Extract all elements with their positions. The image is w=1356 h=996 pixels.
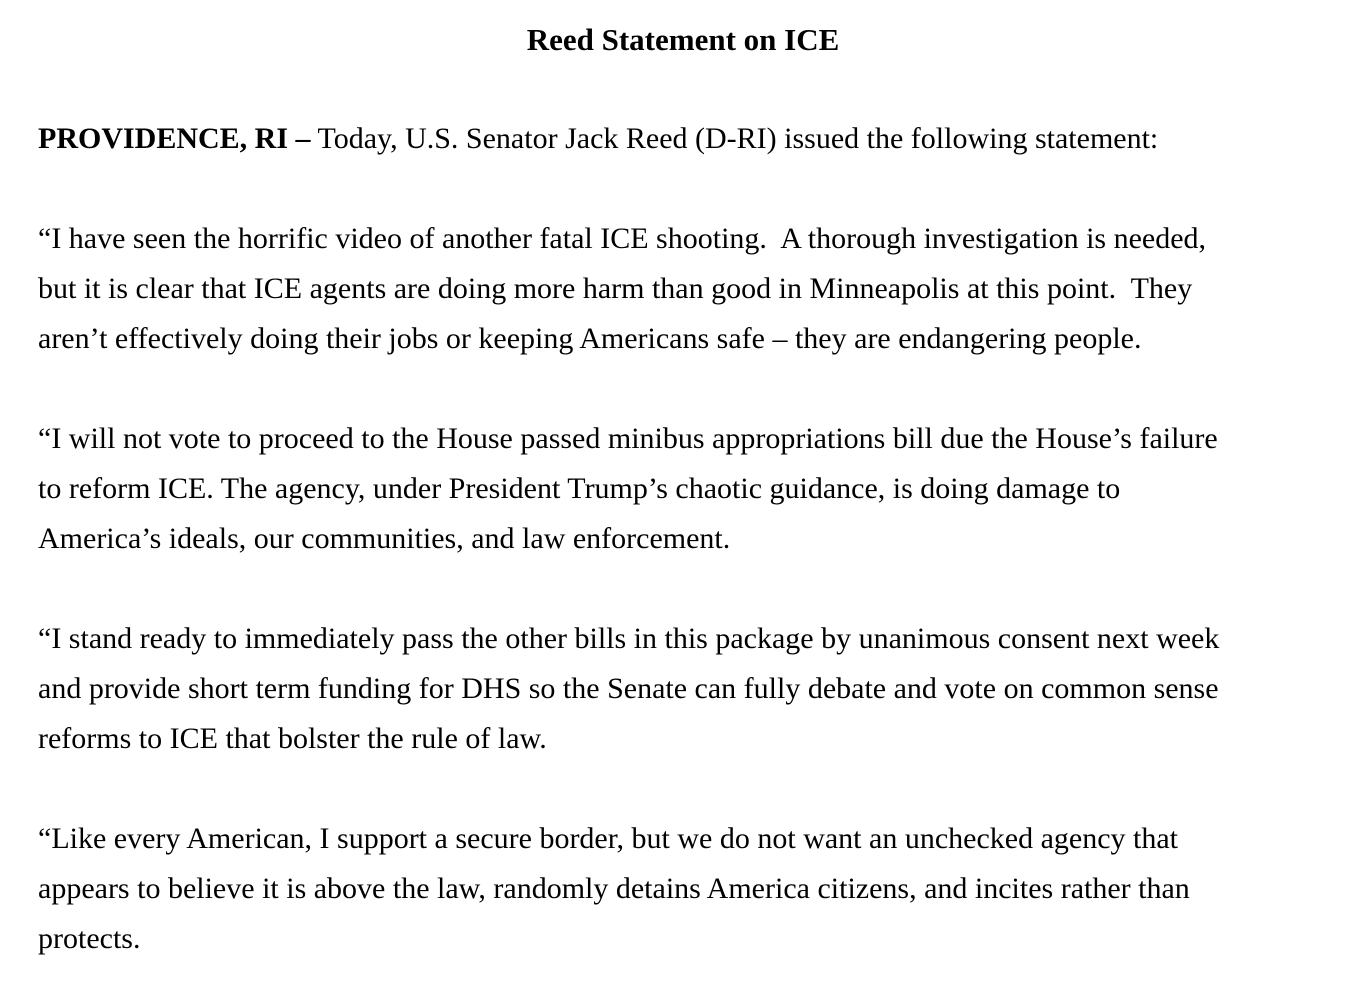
paragraph-line: reforms to ICE that bolster the rule of law. [38,722,547,755]
statement-paragraph [38,614,1219,764]
intro-paragraph [38,114,1158,164]
paragraph-line: aren’t effectively doing their jobs or keeping Americans safe – they are endangering people. [38,322,1142,355]
paragraph-line: to reform ICE. The agency, under President Trump’s chaotic guidance, is doing damage to [38,472,1121,505]
statement-paragraph [38,214,1206,364]
paragraph-line: “I will not vote to proceed to the House passed minibus appropriations bill due the House’s failure [38,422,1218,455]
dateline: PROVIDENCE, RI – [38,122,311,155]
statement-paragraph [38,414,1218,564]
statement-title: Reed Statement on ICE [526,22,840,57]
paragraph-line: “I stand ready to immediately pass the other bills in this package by unanimous consent next week [38,622,1220,655]
intro-text: Today, U.S. Senator Jack Reed (D-RI) issued the following statement: [310,122,1159,155]
paragraph-line: protects. [38,922,141,955]
paragraph-line: but it is clear that ICE agents are doing more harm than good in Minneapolis at this point. They [38,272,1193,305]
paragraph-line: America’s ideals, our communities, and law enforcement. [38,522,731,555]
paragraph-line: “Like every American, I support a secure border, but we do not want an unchecked agency that [38,822,1179,855]
paragraph-line: appears to believe it is above the law, randomly detains America citizens, and incites rather than [38,872,1190,905]
paragraph-line: and provide short term funding for DHS so the Senate can fully debate and vote on common sense [38,672,1219,705]
paragraph-line: “I have seen the horrific video of another fatal ICE shooting. A thorough investigation is needed, [38,222,1207,255]
statement-paragraph [38,814,1190,964]
